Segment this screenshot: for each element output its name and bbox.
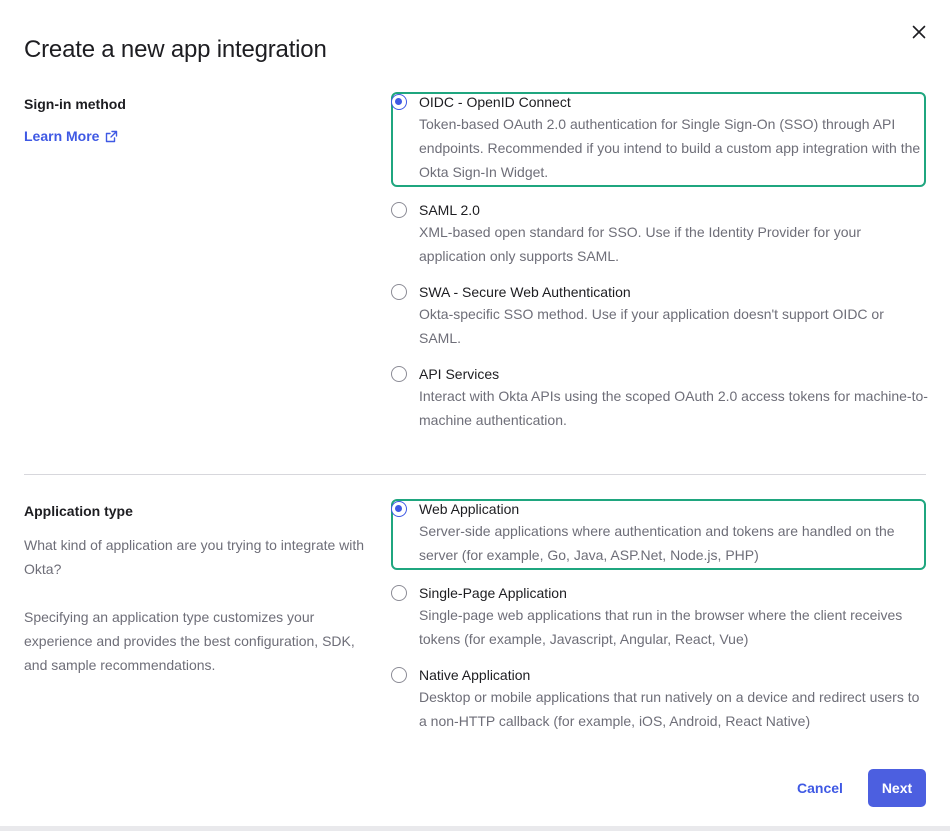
app-type-option-native[interactable] xyxy=(391,665,926,735)
option-description: Interact with Okta APIs using the scoped OAuth 2.0 access tokens for machine-to-machine authentication. xyxy=(419,388,928,428)
option-label: OIDC - OpenID Connect xyxy=(419,94,571,110)
option-label: Single-Page Application xyxy=(419,585,567,601)
app-type-option-web[interactable] xyxy=(391,499,926,570)
radio-button[interactable] xyxy=(391,94,407,110)
radio-button[interactable] xyxy=(391,501,407,517)
sign-in-method-label: Sign-in method xyxy=(24,96,126,112)
radio-button[interactable] xyxy=(391,585,407,601)
option-label: SAML 2.0 xyxy=(419,202,480,218)
application-type-label: Application type xyxy=(24,503,133,519)
dialog-bottom-edge xyxy=(0,826,950,831)
application-type-helper-text: What kind of application are you trying to integrate with Okta? xyxy=(24,537,365,577)
next-button[interactable]: Next xyxy=(868,769,926,807)
sign-in-option-swa[interactable] xyxy=(391,282,926,352)
option-label: Web Application xyxy=(419,501,520,517)
close-button[interactable] xyxy=(906,19,932,45)
learn-more-label: Learn More xyxy=(24,128,100,144)
radio-button[interactable] xyxy=(391,284,407,300)
option-label: SWA - Secure Web Authentication xyxy=(419,284,631,300)
option-label: API Services xyxy=(419,366,500,382)
option-description: Desktop or mobile applications that run natively on a device and redirect users to a non-HTTP callback (for example, iOS, Android, React Native) xyxy=(419,689,920,729)
radio-button[interactable] xyxy=(391,202,407,218)
section-divider xyxy=(24,474,926,475)
option-description: Token-based OAuth 2.0 authentication for Single Sign-On (SSO) through API endpoints. Recommended if you intend to build a custom app integration with the Okta Sign-In Widget. xyxy=(419,116,921,180)
radio-button[interactable] xyxy=(391,667,407,683)
external-link-icon xyxy=(105,130,118,143)
cancel-button[interactable]: Cancel xyxy=(797,780,843,796)
dialog-title: Create a new app integration xyxy=(24,36,327,63)
option-description: Server-side applications where authentication and tokens are handled on the server (for example, Go, Java, ASP.Net, Node.js, PHP) xyxy=(419,523,895,563)
option-label: Native Application xyxy=(419,667,531,683)
application-type-helper-text-2: Specifying an application type customizes your experience and provides the best configuration, SDK, and sample recommendations. xyxy=(24,609,355,673)
sign-in-option-saml[interactable] xyxy=(391,200,926,270)
sign-in-option-oidc[interactable] xyxy=(391,92,926,187)
app-type-option-spa[interactable] xyxy=(391,583,926,653)
option-description: Okta-specific SSO method. Use if your application doesn't support OIDC or SAML. xyxy=(419,306,884,346)
option-description: Single-page web applications that run in the browser where the client receives tokens (for example, Javascript, Angular, React, Vue) xyxy=(419,607,903,647)
option-description: XML-based open standard for SSO. Use if the Identity Provider for your application only supports SAML. xyxy=(419,224,861,264)
learn-more-link[interactable] xyxy=(24,128,118,144)
radio-button[interactable] xyxy=(391,366,407,382)
sign-in-option-api-services[interactable] xyxy=(391,364,926,434)
close-icon xyxy=(912,25,926,39)
